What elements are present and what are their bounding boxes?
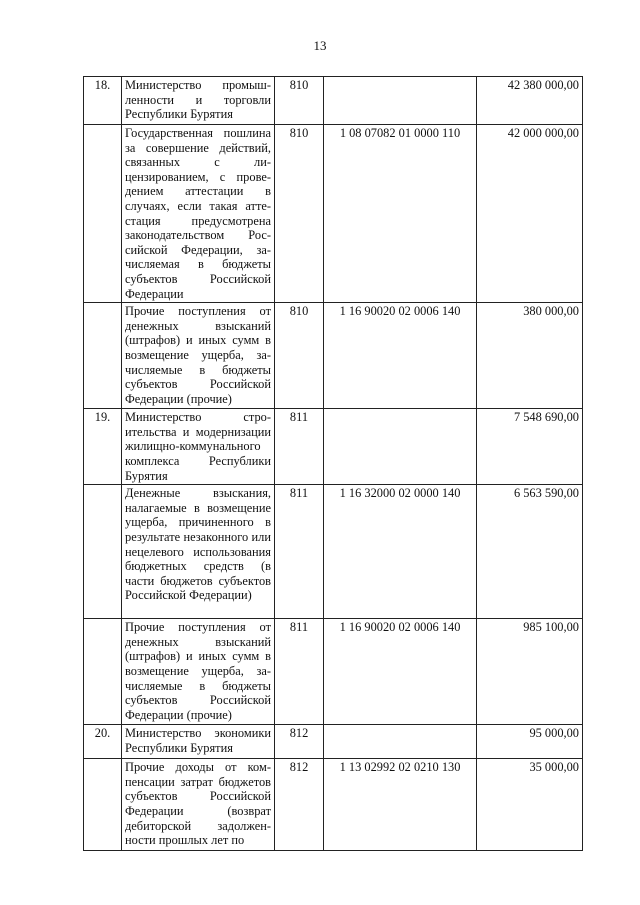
revenue-name: Прочие поступления от денежных взысканий (штрафов) и иных сумм в возмещение ущерба, зачисляемые в бюджеты субъектов Российской Федерации (прочие) <box>122 619 275 725</box>
row-number: 18. <box>84 77 122 125</box>
admin-code: 810 <box>275 125 324 303</box>
amount: 7 548 690,00 <box>477 409 583 485</box>
budget-classification-code: 1 16 90020 02 0006 140 <box>324 303 477 409</box>
budget-classification-code <box>324 409 477 485</box>
revenue-name: Прочие доходы от компенсации затрат бюджетов субъектов Российской Федерации (возврат дебиторской задолженности прошлых лет по <box>122 759 275 851</box>
amount: 35 000,00 <box>477 759 583 851</box>
budget-classification-code <box>324 725 477 759</box>
amount: 42 000 000,00 <box>477 125 583 303</box>
row-number <box>84 759 122 851</box>
budget-revenue-table <box>83 76 583 851</box>
revenue-name: Прочие поступления от денежных взысканий (штрафов) и иных сумм в возмещение ущерба, зачисляемые в бюджеты субъектов Российской Федерации (прочие) <box>122 303 275 409</box>
revenue-name: Министерство промышленности и торговли Республики Бурятия <box>122 77 275 125</box>
revenue-name: Министерство экономики Республики Бурятия <box>122 725 275 759</box>
row-number <box>84 125 122 303</box>
budget-classification-code: 1 08 07082 01 0000 110 <box>324 125 477 303</box>
table-row <box>84 759 583 851</box>
revenue-name: Государственная пошлина за совершение действий, связанных с лицензированием, с проведением аттестации в случаях, если такая аттестация предусмотрена законодательством Российской Федерации, зачисляемая в бюджеты субъектов Российской Федерации <box>122 125 275 303</box>
table-row <box>84 409 583 485</box>
admin-code: 810 <box>275 77 324 125</box>
budget-classification-code: 1 16 90020 02 0006 140 <box>324 619 477 725</box>
row-number <box>84 485 122 619</box>
budget-classification-code <box>324 77 477 125</box>
table-row <box>84 725 583 759</box>
amount: 6 563 590,00 <box>477 485 583 619</box>
page-number: 13 <box>313 38 327 53</box>
row-number <box>84 303 122 409</box>
amount: 380 000,00 <box>477 303 583 409</box>
row-number: 20. <box>84 725 122 759</box>
table-row <box>84 125 583 303</box>
revenue-name: Министерство строительства и модернизации жилищно-коммунального комплекса Республики Бурятия <box>122 409 275 485</box>
admin-code: 812 <box>275 725 324 759</box>
amount: 42 380 000,00 <box>477 77 583 125</box>
budget-classification-code: 1 16 32000 02 0000 140 <box>324 485 477 619</box>
row-number: 19. <box>84 409 122 485</box>
row-number <box>84 619 122 725</box>
table-row <box>84 77 583 125</box>
revenue-name: Денежные взыскания, налагаемые в возмещение ущерба, причиненного в результате незаконного или нецелевого использования бюджетных средств (в части бюджетов субъектов Российской Федерации) <box>122 485 275 619</box>
admin-code: 811 <box>275 619 324 725</box>
table-row <box>84 485 583 619</box>
amount: 95 000,00 <box>477 725 583 759</box>
budget-classification-code: 1 13 02992 02 0210 130 <box>324 759 477 851</box>
admin-code: 811 <box>275 485 324 619</box>
admin-code: 810 <box>275 303 324 409</box>
admin-code: 812 <box>275 759 324 851</box>
table-row <box>84 619 583 725</box>
table-row <box>84 303 583 409</box>
amount: 985 100,00 <box>477 619 583 725</box>
admin-code: 811 <box>275 409 324 485</box>
